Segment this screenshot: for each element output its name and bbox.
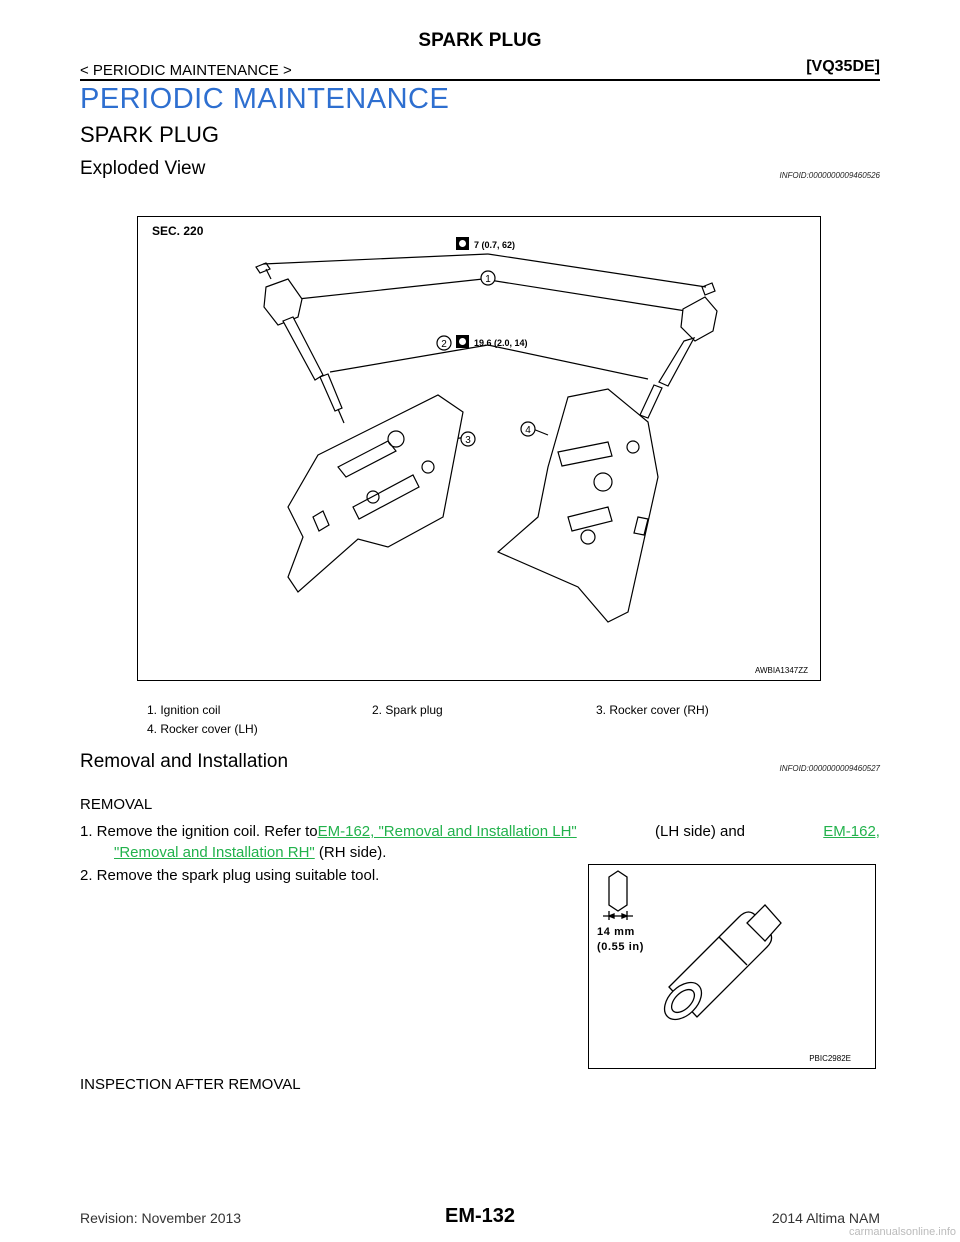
- legend-item-3: 3. Rocker cover (RH): [596, 703, 709, 717]
- callout-4: 4: [525, 425, 531, 436]
- revision-date: Revision: November 2013: [80, 1210, 242, 1226]
- step-1-mid-text: (LH side) and: [654, 823, 746, 840]
- spark-plug-socket-figure: [588, 864, 876, 1069]
- step-1-suffix-text: (RH side).: [314, 844, 387, 861]
- header-divider: [80, 79, 880, 81]
- legend-item-1: 1. Ignition coil: [147, 703, 221, 717]
- link-em162-rh-part2[interactable]: "Removal and Installation RH": [114, 844, 315, 861]
- removal-installation-heading: Removal and Installation: [80, 751, 289, 772]
- socket-size-mm: 14 mm: [597, 926, 635, 938]
- legend-item-4: 4. Rocker cover (LH): [147, 722, 258, 736]
- callout-1: 1: [485, 274, 491, 285]
- callout-3: 3: [465, 435, 471, 446]
- figure-section-label: SEC. 220: [152, 224, 204, 238]
- callout-2: 2: [441, 339, 447, 350]
- model-name: 2014 Altima NAM: [771, 1210, 880, 1226]
- link-em162-lh[interactable]: EM-162, "Removal and Installation LH": [317, 823, 577, 840]
- chapter-heading: PERIODIC MAINTENANCE: [80, 83, 450, 115]
- section-breadcrumb[interactable]: < PERIODIC MAINTENANCE >: [80, 62, 292, 79]
- engine-code: [VQ35DE]: [806, 58, 880, 75]
- removal-step-1: [80, 821, 880, 863]
- socket-size-in: (0.55 in): [597, 941, 644, 953]
- torque-spec-spark-plug: 19.6 (2.0, 14): [474, 338, 528, 348]
- tool-figure-code: PBIC2982E: [809, 1054, 851, 1063]
- removal-step-2: 2. Remove the spark plug using suitable tool.: [80, 867, 380, 884]
- exploded-view-heading: Exploded View: [80, 158, 206, 179]
- removal-installation-infoid: INFOID:0000000009460527: [779, 764, 880, 773]
- legend-item-2: 2. Spark plug: [372, 703, 443, 717]
- page-header-title: SPARK PLUG: [418, 30, 542, 51]
- exploded-view-figure: [137, 216, 821, 681]
- figure-code: AWBIA1347ZZ: [754, 666, 808, 675]
- link-em162-rh-part1[interactable]: EM-162,: [823, 823, 880, 840]
- exploded-view-drawing: [138, 217, 820, 680]
- section-heading: SPARK PLUG: [80, 122, 219, 147]
- inspection-subheading: INSPECTION AFTER REMOVAL: [80, 1076, 301, 1093]
- torque-spec-ignition-coil: 7 (0.7, 62): [474, 240, 516, 250]
- page-number: EM-132: [444, 1205, 516, 1227]
- removal-subheading: REMOVAL: [80, 796, 153, 813]
- step-1-text: 1. Remove the ignition coil. Refer to: [80, 823, 318, 840]
- site-watermark: carmanualsonline.info: [848, 1226, 956, 1238]
- exploded-view-infoid: INFOID:0000000009460526: [779, 171, 880, 180]
- socket-drawing: [589, 865, 875, 1068]
